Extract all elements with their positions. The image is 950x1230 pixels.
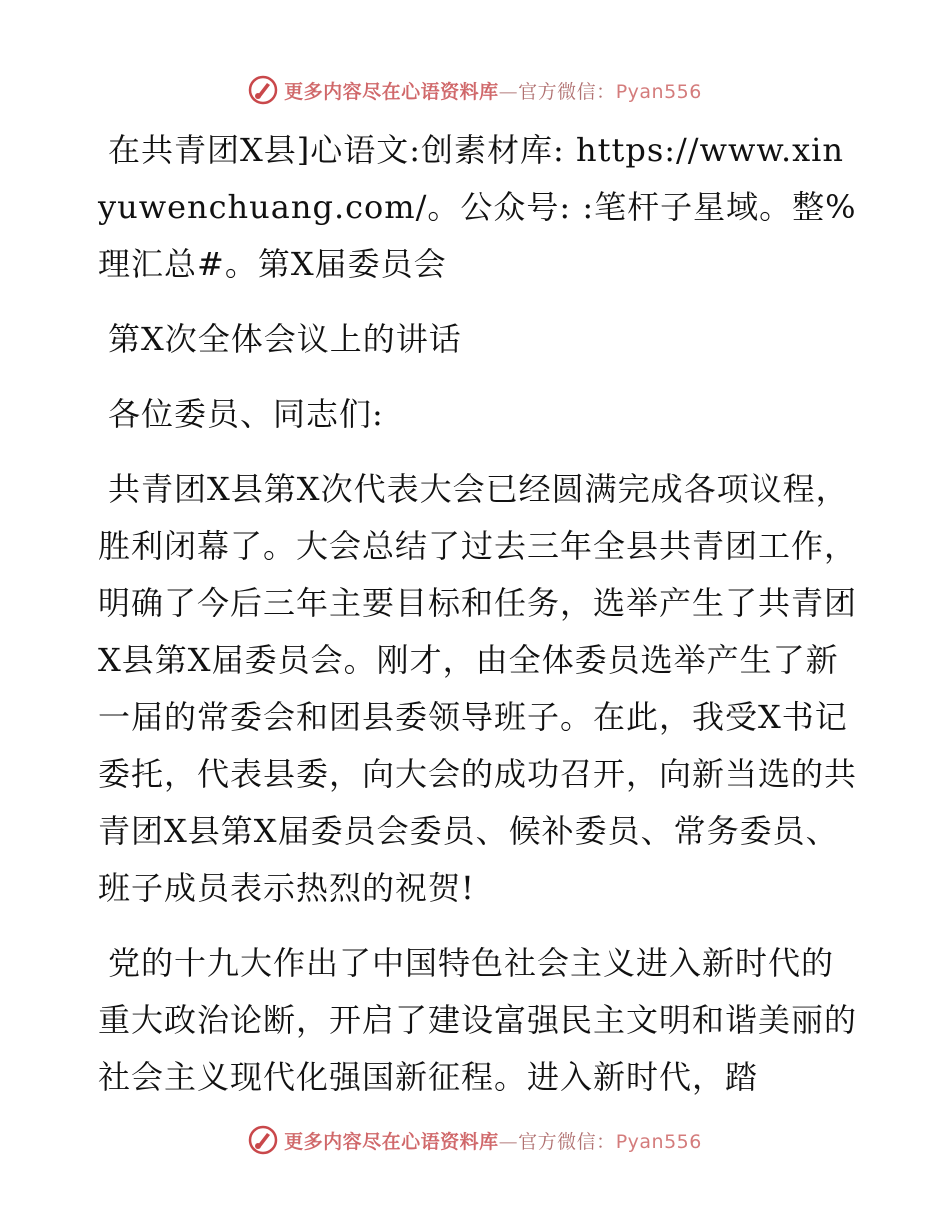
watermark-text <box>284 77 702 104</box>
watermark-sep: — <box>498 1130 519 1153</box>
watermark-label: 官方微信： <box>518 1130 616 1153</box>
paragraph-body-1: 共青团X县第X次代表大会已经圆满完成各项议程，胜利闭幕了。大会总结了过去三年全县共青团工作，明确了今后三年主要目标和任务，选举产生了共青团X县第X届委员会。刚才，由全体委员选举产生了新一届的常委会和团县委领导班子。在此，我受X书记委托，代表县委，向大会的成功召开，向新当选的共青团X县第X届委员会委员、候补委员、常务委员、班子成员表示热烈的祝贺! <box>98 470 858 907</box>
brush-logo-icon <box>248 75 278 105</box>
watermark-main: 更多内容尽在心语资料库 <box>284 80 499 103</box>
paragraph-intro: 在共青团X县]心语文:创素材库: https://www.xinyuwenchuang.com/。公众号: :笔杆子星域。整%理汇总#。第X届委员会 <box>98 131 857 283</box>
brush-logo-icon <box>248 1125 278 1155</box>
watermark-sep: — <box>498 80 519 103</box>
paragraph-body-2: 党的十九大作出了中国特色社会主义进入新时代的重大政治论断，开启了建设富强民主文明和谐美丽的社会主义现代化强国新征程。进入新时代，踏 <box>98 944 858 1096</box>
watermark-text <box>284 1127 702 1154</box>
watermark-main: 更多内容尽在心语资料库 <box>284 1130 499 1153</box>
watermark-label: 官方微信： <box>518 80 616 103</box>
document-body <box>98 122 858 1124</box>
header-watermark <box>0 70 950 110</box>
footer-watermark <box>0 1120 950 1160</box>
watermark-id: Pyan556 <box>615 80 702 103</box>
watermark-id: Pyan556 <box>615 1130 702 1153</box>
paragraph-salutation: 各位委员、同志们: <box>108 395 384 433</box>
paragraph-title: 第X次全体会议上的讲话 <box>108 320 462 358</box>
